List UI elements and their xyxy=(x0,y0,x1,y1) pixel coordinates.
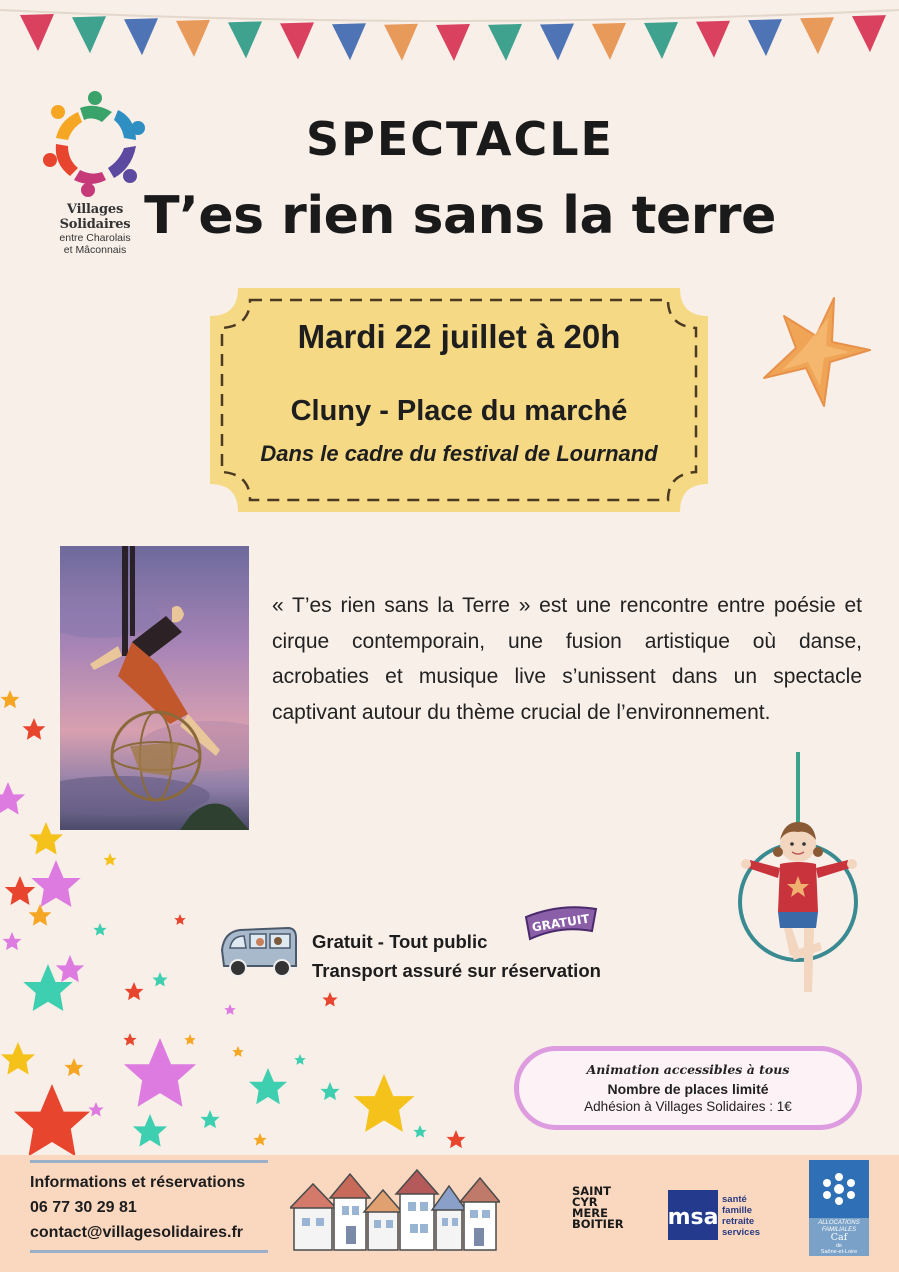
aerial-hoop-girl-illustration xyxy=(728,752,868,1022)
access-line-1: Animation accessibles à tous xyxy=(586,1062,790,1077)
msa-tagline xyxy=(722,1194,760,1238)
confetti-star xyxy=(133,1114,167,1147)
confetti-star xyxy=(5,876,35,905)
saintcyr-word-4: BOITIER xyxy=(572,1217,624,1231)
event-place: Cluny - Place du marché xyxy=(290,395,628,427)
bunting-flag xyxy=(540,24,574,61)
access-line-2: Nombre de places limité xyxy=(607,1081,769,1097)
confetti-star xyxy=(184,1034,195,1045)
caf-logo xyxy=(809,1160,869,1256)
confetti-star xyxy=(294,1054,305,1065)
access-info-box xyxy=(514,1046,862,1130)
transport-text: Transport assuré sur réservation xyxy=(312,960,601,981)
confetti-star xyxy=(31,860,80,907)
confetti-star xyxy=(93,923,106,936)
confetti-star xyxy=(103,853,116,866)
event-context: Dans le cadre du festival de Lournand xyxy=(260,441,658,466)
free-public-text: Gratuit - Tout public xyxy=(312,931,488,952)
event-date: Mardi 22 juillet à 20h xyxy=(297,318,621,355)
msa-logo-icon xyxy=(668,1190,718,1240)
confetti-star xyxy=(29,822,63,855)
access-line-3: Adhésion à Villages Solidaires : 1€ xyxy=(584,1099,792,1114)
confetti-star xyxy=(413,1125,426,1138)
confetti-star xyxy=(232,1046,243,1057)
bunting-flag xyxy=(72,16,106,53)
bunting-flag xyxy=(800,17,834,54)
caf-family-icon xyxy=(809,1160,869,1218)
msa-line-3: retraite xyxy=(722,1216,755,1227)
confetti-star xyxy=(29,904,52,926)
caf-name: Caf xyxy=(830,1232,848,1243)
divider xyxy=(30,1160,268,1163)
confetti-star xyxy=(321,1082,340,1100)
village-houses-illustration xyxy=(290,1162,500,1254)
confetti-star xyxy=(1,690,20,708)
confetti-star xyxy=(174,914,185,925)
van-icon xyxy=(218,922,300,982)
bunting-flag xyxy=(20,14,54,51)
confetti-star xyxy=(123,1033,136,1046)
confetti-star xyxy=(23,718,46,740)
bunting-flag xyxy=(176,20,210,57)
bunting-flag xyxy=(592,23,626,60)
contact-email[interactable]: contact@villagesolidaires.fr xyxy=(30,1224,244,1241)
divider xyxy=(30,1250,268,1253)
contact-heading: Informations et réservations xyxy=(30,1174,246,1191)
show-title: T’es rien sans la terre xyxy=(144,186,776,246)
confetti-star xyxy=(152,972,167,986)
title-kicker: SPECTACLE xyxy=(306,112,614,166)
confetti-star xyxy=(3,932,22,950)
confetti-star xyxy=(224,1004,235,1015)
confetti-star xyxy=(354,1074,415,1132)
msa-line-1: santé xyxy=(722,1194,747,1205)
msa-line-4: services xyxy=(722,1227,761,1238)
contact-block xyxy=(30,1160,268,1253)
badge-label: GRATUIT xyxy=(530,911,591,935)
caf-de: de xyxy=(835,1243,843,1249)
confetti-stars-decoration xyxy=(0,680,520,1160)
star-icon xyxy=(762,296,872,408)
free-badge xyxy=(522,901,600,943)
bunting-flag xyxy=(228,21,262,58)
confetti-star xyxy=(249,1068,287,1104)
confetti-star xyxy=(124,1038,196,1107)
confetti-star xyxy=(447,1130,466,1148)
confetti-star xyxy=(56,955,85,982)
contact-phone[interactable]: 06 77 30 29 81 xyxy=(30,1199,137,1216)
confetti-star xyxy=(322,992,337,1006)
bunting-flag xyxy=(436,24,470,61)
organization-subtitle-1: entre Charolais xyxy=(59,232,131,244)
bunting-flag xyxy=(748,19,782,56)
bunting-flag xyxy=(124,18,158,55)
bunting-flag xyxy=(644,22,678,59)
confetti-star xyxy=(1,1042,35,1075)
confetti-star xyxy=(88,1102,103,1116)
confetti-star xyxy=(65,1058,84,1076)
caf-region: Saône-et-Loire xyxy=(820,1249,858,1255)
saintcyr-word-1: SAINT xyxy=(572,1184,611,1198)
organization-name: Villages Solidaires xyxy=(59,202,131,232)
bunting-flag xyxy=(384,24,418,61)
svg-text:msa: msa xyxy=(668,1205,718,1230)
bunting-flag xyxy=(332,23,366,60)
event-ticket xyxy=(210,288,708,512)
bunting-flag xyxy=(696,21,730,58)
confetti-star xyxy=(125,982,144,1000)
bunting-flag xyxy=(280,22,314,59)
caf-top-text: ALLOCATIONS FAMILIALES xyxy=(818,1220,860,1233)
saint-cyr-logo xyxy=(572,1186,634,1230)
msa-line-2: famille xyxy=(722,1205,753,1216)
confetti-star xyxy=(201,1110,220,1128)
confetti-star xyxy=(253,1133,266,1146)
organization-subtitle-2: et Mâconnais xyxy=(63,244,127,256)
bunting-flag xyxy=(488,24,522,61)
confetti-star xyxy=(14,1084,90,1156)
saintcyr-word-3: MERE xyxy=(572,1206,609,1220)
show-description: « T’es rien sans la Terre » est une rencontre entre poésie et cirque contemporain, une fusion artistique où danse, acrobaties et musique live s’unissent dans un spectacle captivant autour du thème crucial de l’environnement. xyxy=(272,594,862,724)
confetti-star xyxy=(0,782,25,815)
saintcyr-word-2: CYR xyxy=(572,1195,598,1209)
bunting-decoration xyxy=(0,0,899,80)
bunting-flag xyxy=(852,15,886,52)
